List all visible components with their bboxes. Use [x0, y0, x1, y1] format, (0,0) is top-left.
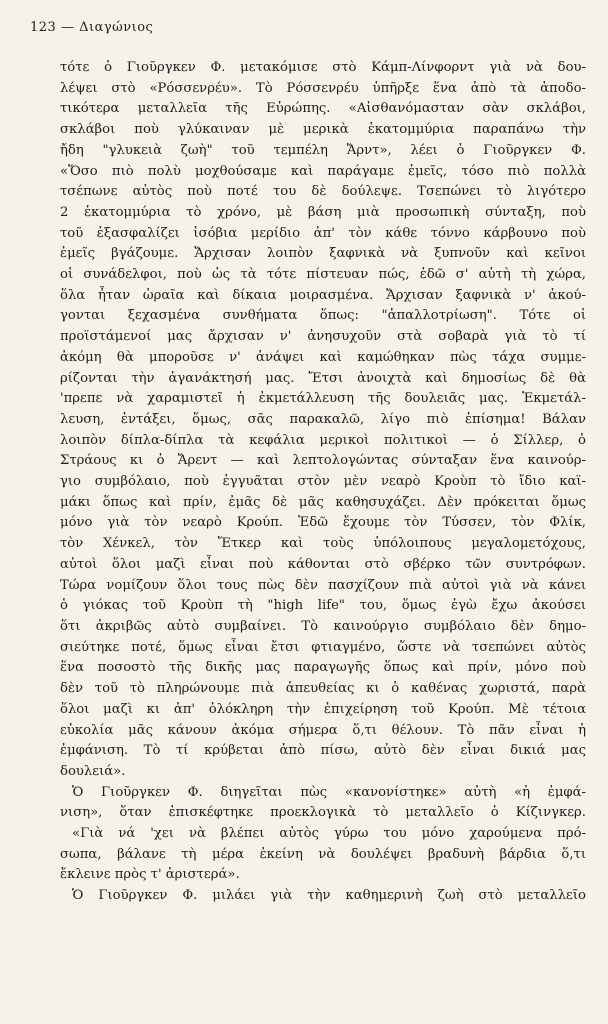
text-line: ρίζονται τὴν ἀγανάκτησή μας. Ἔτσι ἀνοιχτὰ καὶ δημοσίως δὲ θὰ: [60, 370, 586, 386]
text-line: τοῦ ἐξασφαλίζει ἰσόβια μερίδιο ἀπ' τὸν κάθε τόννο κάρβουνο ποὺ: [60, 225, 586, 241]
text-line: ἤδη "γλυκειὰ ζωὴ" τοῦ τεμπέλη Ἄρντ», λέει ὁ Γιοῦργκεν Φ.: [60, 142, 586, 158]
text-line: μόνο γιὰ τὸν νεαρὸ Κρούπ. Ἐδῶ ἔχουμε τὸν Τύσσεν, τὸν Φλίκ,: [60, 515, 586, 531]
text-line: λοιπὸν δίπλα-δίπλα τὰ κεφάλια μερικοὶ πολιτικοὶ — ὁ Σίλλερ, ὁ: [60, 432, 586, 448]
text-line: γιο συμβόλαιο, ποὺ ἐγγυᾶται στὸν μὲν νεαρὸ Κροὺπ τὸ ἴδιο καϊ-: [60, 474, 586, 490]
text-line: ἀκόμη θὰ μποροῦσε ν' ἀνάψει καὶ καμώθηκαν πὼς τάχα συμμε-: [60, 349, 586, 365]
text-line: τσέπωνε αὐτὸς ποὺ ποτέ του δὲ δούλεψε. Τσεπώνει τὸ λιγότερο: [60, 184, 586, 200]
text-line: ἐμεῖς βγάζουμε. Ἄρχισαν λοιπὸν ξαφνικὰ νὰ ξυπνοῦν καὶ κεῖνοι: [60, 246, 586, 262]
text-line: δὲν τοῦ τὸ πληρώνουμε πιὰ ἀπευθείας κι ὁ καθένας χωριστά, παρὰ: [60, 681, 586, 697]
text-line: ἕνα ποσοστὸ τῆς δικῆς μας παραγωγῆς ὅπως καὶ πρίν, μόνο ποὺ: [60, 660, 586, 676]
text-line: σιεύτηκε ποτέ, ὅμως εἶναι ἔτσι φτιαγμένο, ὥστε νὰ τσεπώνει αὐτὸς: [60, 639, 586, 655]
text-line: μάκι ὅπως καὶ πρίν, ἐμᾶς δὲ μᾶς καθησυχάζει. Δὲν πρόκειται ὅμως: [60, 494, 586, 510]
text-line: εὐκολία μᾶς κάνουν ἀκόμα σήμερα ὅ,τι θέλουν. Τὸ πᾶν εἶναι ἡ: [60, 722, 586, 738]
text-line: 2 ἑκατομμύρια τὸ χρόνο, μὲ βάση μιὰ προσωπικὴ σύνταξη, ποὺ: [60, 204, 586, 220]
text-line: ἐμφάνιση. Τὸ τί κρύβεται ἀπὸ πίσω, αὐτὸ δὲν εἶναι δικιά μας: [60, 743, 586, 759]
running-head: 123 — Διαγώνιος: [30, 20, 154, 35]
text-line: ὅτι ἀκριβῶς αὐτὸ συμβαίνει. Τὸ καινούργιο συμβόλαιο δὲν δημο-: [60, 618, 586, 634]
text-line: τὸν Χένκελ, τὸν Ἔτκερ καὶ τοὺς ὑπόλοιπους μεγαλομετόχους,: [60, 536, 586, 552]
body-text: [60, 58, 586, 907]
text-line: γονται ξεχασμένα συνθήματα ὅπως: "ἀπαλλοτρίωση". Τότε οἱ: [60, 308, 586, 324]
text-line: τότε ὁ Γιοῦργκεν Φ. μετακόμισε στὸ Κάμπ-Λίνφορντ γιὰ νὰ δου-: [60, 60, 586, 75]
text-line: λευση, ἐντάξει, ὅμως, σᾶς παρακαλῶ, λίγο πιὸ ἐπίσημα! Βάλαν: [60, 411, 586, 427]
text-line: ὁ γιόκας τοῦ Κροὺπ τὴ "high life" του, ὅμως ἐγὼ ἔχω ἀκούσει: [60, 598, 586, 614]
text-line: ὅλα ἦταν ὡραῖα καὶ δίκαια μοιρασμένα. Ἄρχισαν ξαφνικὰ ν' ἀκού-: [60, 287, 586, 303]
text-line: ὅλοι μαζὶ κι ἀπ' ὁλόκληρη τὴν ἐπιχείρηση τοῦ Κρούπ. Μὲ τέτοια: [60, 701, 586, 717]
text-line: «Ὅσο πιὸ πολὺ μοχθούσαμε καὶ παράγαμε ἐμεῖς, τόσο πιὸ πολλὰ: [60, 163, 586, 179]
text-line: λέψει στὸ «Ρόσσενρέυ». Τὸ Ρόσσενρέυ ὑπῆρξε ἕνα ἀπὸ τὰ ἀποδο-: [60, 80, 586, 96]
text-line: τικότερα μεταλλεῖα τῆς Εὐρώπης. «Αἰσθανόμασταν σὰν σκλάβοι,: [60, 101, 586, 117]
text-line: Ὁ Γιοῦργκεν Φ. διηγεῖται πὼς «κανονίστηκε» αὐτὴ «ἡ ἐμφά-: [72, 784, 586, 800]
text-line: Τώρα νομίζουν ὅλοι τους πὼς δὲν πασχίζουν πιὰ αὐτοὶ γιὰ νὰ κάνει: [60, 577, 586, 593]
text-line: Στράους κι ὁ Ἄρεντ — καὶ λεπτολογώντας σύνταξαν ἕνα καινούρ-: [60, 453, 586, 469]
text-line: δουλειά».: [60, 763, 126, 779]
text-line: 'πρεπε νὰ χαραμιστεῖ ἡ ἐκμετάλλευση τῆς δουλειᾶς μας. Ἐκμετάλ-: [60, 391, 586, 407]
text-line: αὐτοὶ ὅλοι μαζὶ εἶναι ποὺ κάθονται στὸ σβέρκο τῶν συντρόφων.: [60, 556, 586, 572]
text-line: οἱ συνάδελφοι, ποὺ ὡς τὰ τότε πίστευαν πώς, ἐδῶ σ' αὐτὴ τὴ χώρα,: [60, 267, 586, 283]
text-line: Ὁ Γιοῦργκεν Φ. μιλάει γιὰ τὴν καθημερινὴ ζωὴ στὸ μεταλλεῖο: [72, 888, 586, 904]
text-line: σωπα, βάλανε τὴ μέρα ἐκείνη νὰ δουλέψει βραδυνὴ βάρδια ὅ,τι: [60, 846, 586, 862]
text-line: νιση», ὅταν ἐπισκέφτηκε προεκλογικὰ τὸ μεταλλεῖο ὁ Κίζινγκερ.: [60, 805, 586, 821]
text-line: προϊστάμενοί μας ἄρχισαν ν' ἀνησυχοῦν στὰ σοβαρὰ γιὰ τὸ τί: [60, 329, 586, 345]
text-line: «Γιὰ νά 'χει νὰ βλέπει αὐτὸς γύρω του μόνο χαρούμενα πρό-: [72, 826, 586, 842]
text-line: ἔκλεινε πρὸς τ' ἀριστερά».: [60, 867, 240, 883]
text-line: σκλάβοι ποὺ γλύκαιναν μὲ μερικὰ ἑκατομμύρια παραπάνω τὴν: [60, 122, 586, 138]
